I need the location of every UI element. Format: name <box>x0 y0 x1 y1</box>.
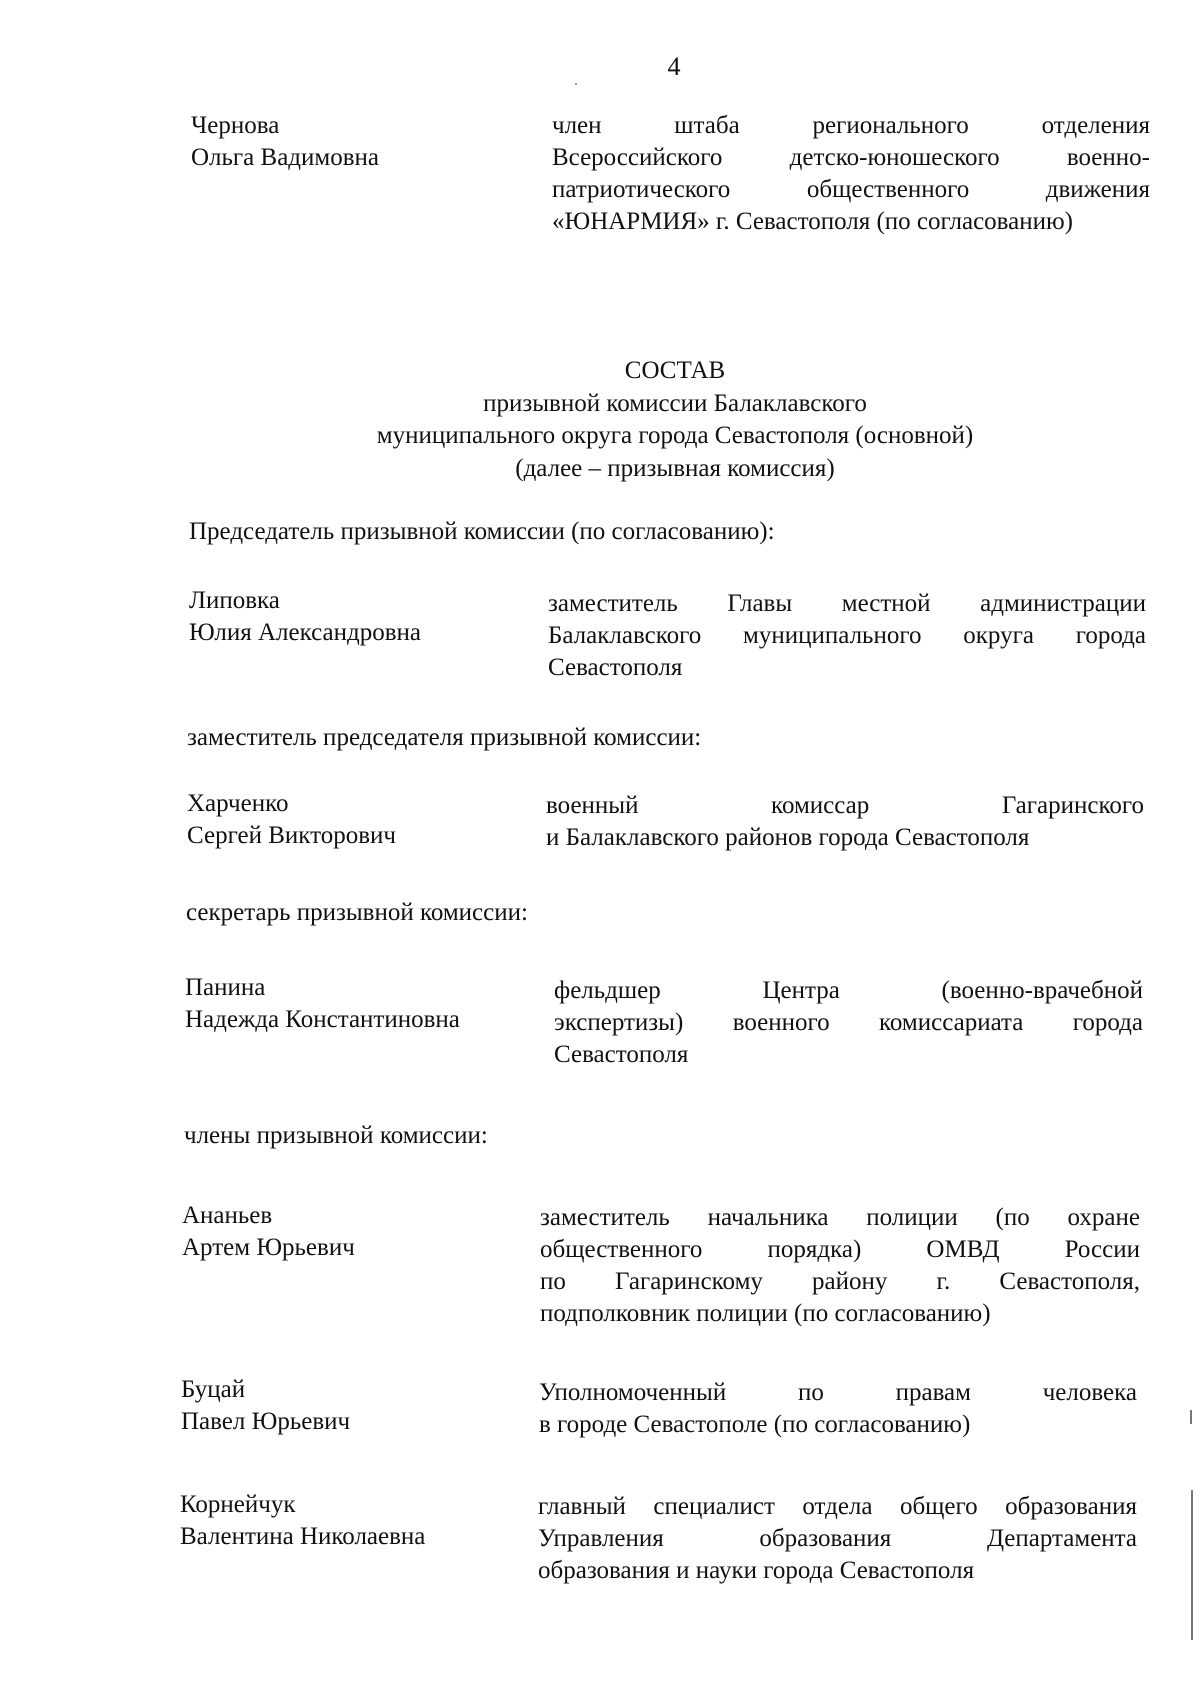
person-role <box>552 110 1150 238</box>
given-names: Валентина Николаевна <box>180 1523 426 1550</box>
role-line: образования и науки города Севастополя <box>538 1557 975 1584</box>
role-line: фельдшер Центра (военно-врачебной <box>554 977 1143 1004</box>
person-name <box>180 1489 425 1553</box>
role-line: Уполномоченный по правам человека <box>539 1379 1137 1406</box>
role-line: Управления образования Департамента <box>538 1525 1137 1552</box>
role-line: военный комиссар Гагаринского <box>546 792 1144 819</box>
scan-mark <box>1191 1490 1193 1640</box>
scan-speck <box>575 83 577 85</box>
role-line: член штаба регионального отделения <box>552 112 1150 139</box>
scan-mark <box>1190 1410 1192 1424</box>
section-label-members: члены призывной комиссии: <box>184 1122 488 1149</box>
surname: Ананьев <box>182 1202 273 1229</box>
person-name <box>181 1374 350 1438</box>
person-role <box>548 588 1146 684</box>
title-line: муниципального округа города Севастополя (основной) <box>376 422 974 449</box>
surname: Липовка <box>189 587 280 614</box>
surname: Чернова <box>191 112 280 139</box>
role-line: заместитель начальника полиции (по охране <box>540 1204 1140 1231</box>
person-role <box>538 1491 1137 1587</box>
role-line: Всероссийского детско-юношеского военно- <box>552 144 1150 171</box>
person-role <box>546 790 1144 854</box>
surname: Корнейчук <box>180 1491 296 1518</box>
title-line: призывной комиссии Балаклавского <box>483 389 867 417</box>
given-names: Надежда Константиновна <box>185 1006 460 1033</box>
person-name <box>191 110 379 174</box>
person-name <box>187 788 396 852</box>
given-names: Юлия Александровна <box>189 619 421 646</box>
role-line: Севастополя <box>548 654 683 681</box>
role-line: Балаклавского муниципального округа города <box>548 622 1146 649</box>
surname: Панина <box>185 974 266 1001</box>
role-line: по Гагаринскому району г. Севастополя, <box>540 1268 1140 1295</box>
person-role <box>540 1202 1140 1330</box>
surname: Буцай <box>181 1376 246 1403</box>
role-line: подполковник полиции (по согласованию) <box>540 1300 991 1327</box>
document-title <box>0 355 1200 485</box>
person-name <box>185 972 460 1036</box>
given-names: Артем Юрьевич <box>182 1234 355 1261</box>
person-name <box>189 585 421 649</box>
person-name <box>182 1200 355 1264</box>
role-line: Севастополя <box>554 1041 689 1068</box>
given-names: Сергей Викторович <box>187 822 396 849</box>
given-names: Ольга Вадимовна <box>191 144 380 171</box>
section-label-secretary: секретарь призывной комиссии: <box>186 899 528 926</box>
role-line: главный специалист отдела общего образования <box>538 1493 1137 1520</box>
title-line: (далее – призывная комиссия) <box>515 454 835 482</box>
person-role <box>539 1377 1137 1441</box>
role-line: «ЮНАРМИЯ» г. Севастополя (по согласованию) <box>552 208 1073 235</box>
section-label-chair: Председатель призывной комиссии (по согласованию): <box>189 518 775 545</box>
role-line: общественного порядка) ОМВД России <box>540 1236 1140 1263</box>
title-heading: СОСТАВ <box>624 357 726 384</box>
person-role <box>554 975 1143 1071</box>
role-line: экспертизы) военного комиссариата города <box>554 1009 1143 1036</box>
role-line: заместитель Главы местной администрации <box>548 590 1146 617</box>
section-label-deputy: заместитель председателя призывной комиссии: <box>187 724 702 751</box>
role-line: в городе Севастополе (по согласованию) <box>539 1411 971 1438</box>
page-number: 4 <box>667 52 681 81</box>
surname: Харченко <box>187 790 289 817</box>
role-line: и Балаклавского районов города Севастополя <box>546 824 1030 851</box>
role-line: патриотического общественного движения <box>552 176 1150 203</box>
given-names: Павел Юрьевич <box>181 1408 351 1435</box>
